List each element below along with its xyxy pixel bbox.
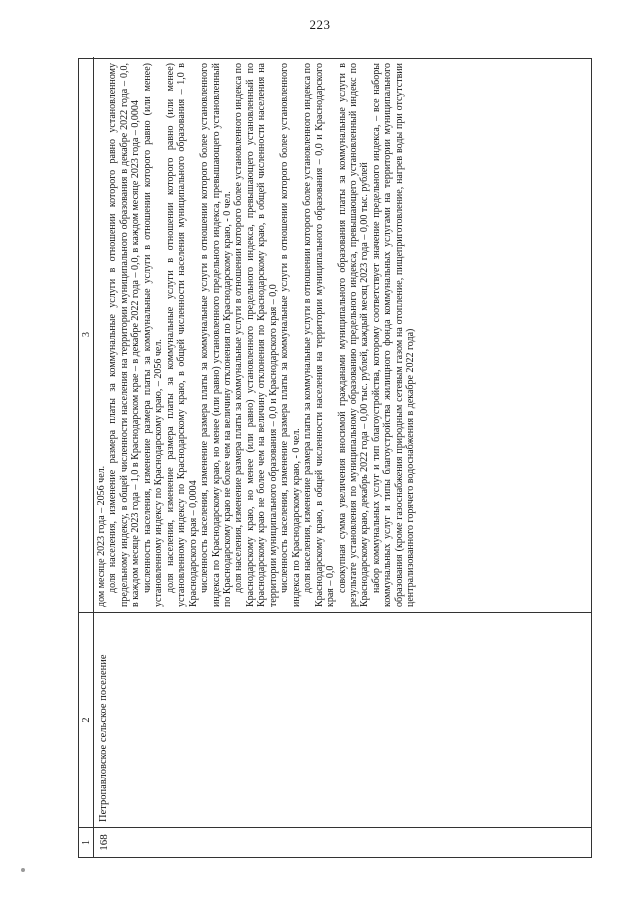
indicator-paragraph: совокупная сумма увеличения вносимой гражданами муниципального образования платы за коммунальные услуги в результате установления по муниципальному образованию предельного индекса, превышающего установленный индекс по Краснодарскому краю, декабрь 2022 года – 0,00 тыс. рублей, каждый месяц 2023 года – 0,00 тыс. рублей <box>336 63 371 607</box>
indicator-paragraph: доля населения, изменение размера платы за коммунальные услуги в отношении которого равно (или менее) установленному индексу по Краснодарскому краю, в общей численности населения муниципального образования – 1,0 в Краснодарского края – 0,0004 <box>164 63 199 607</box>
indicator-paragraph: дом месяце 2023 года – 2056 чел. <box>96 465 107 607</box>
scan-dot <box>21 868 25 872</box>
indicator-paragraph: численность населения, изменение размера платы за коммунальные услуги в отношении которого более установленного индекса по Краснодарскому краю, - 0 чел. <box>279 63 302 607</box>
indicator-paragraph: набор коммунальных услуг и тип благоустройства, которому соответствует значение предельного индекса, – все наборы коммунальных услуг и типы благоустройства жилищного фонда коммунальных услугами на территории муниципального образования (кроме газоснабжения природным сетевым газом на отопление, пищеприготовление, нагрев воды при отсутствии централизованного горячего водоснабжения в декабре 2022 года) <box>370 63 417 607</box>
table-header-row <box>79 57 94 857</box>
page-number: 223 <box>309 17 331 32</box>
indicator-paragraph: численность населения, изменение размера платы за коммунальные услуги в отношении которого равно (или менее) установленному индексу по Краснодарскому краю, – 2056 чел. <box>141 63 165 607</box>
settlement-name: Петропавловское сельское поселение <box>94 612 591 827</box>
header-col-3: 3 <box>81 332 92 337</box>
tariff-table <box>78 58 592 858</box>
indicator-paragraph: доля населения, изменение размера платы за коммунальные услуги в отношении которого более установленного индекса по Краснодарскому краю, в общей численности населения на территории муниципального образования – 0,0 и Краснодарского края – 0,0 <box>302 63 337 607</box>
row-number: 168 <box>94 827 591 857</box>
indicator-paragraph: численность населения, изменение размера платы за коммунальные услуги в отношении которого более установленного индекса по Краснодарскому краю, но менее (или равно) установленного предельного индекса, превышающего установленный по Краснодарскому краю не более чем на величину отклонения по Краснодарскому краю, - 0 чел. <box>199 63 233 607</box>
header-col-2: 2 <box>79 612 93 827</box>
indicator-paragraph: доля населения, изменение размера платы за коммунальные услуги в отношении которого более установленного индекса по Краснодарскому краю, но менее (или равно) установленного предельного индекса, превышающего установленный по Краснодарскому краю не более чем на величину отклонения по Краснодарскому краю, в общей численности населения на территории муниципального образования – 0,0 и Краснодарского края – 0,0 <box>233 63 279 607</box>
rotated-table-area <box>78 58 592 858</box>
indicator-paragraph: доля населения, изменение размера платы за коммунальные услуги в отношении которого равно установленному предельному индексу, в общей численности населения на территории муниципального образования в декабре 2022 года – 0,0, в каждом месяце 2023 года – 1,0 в Краснодарском крае – в декабре 2022 года – 0,0, в каждом месяце 2023 года – 0,0004 <box>107 63 142 607</box>
header-col-1: 1 <box>79 827 93 857</box>
table-row <box>94 57 591 857</box>
indicator-text <box>94 57 591 612</box>
